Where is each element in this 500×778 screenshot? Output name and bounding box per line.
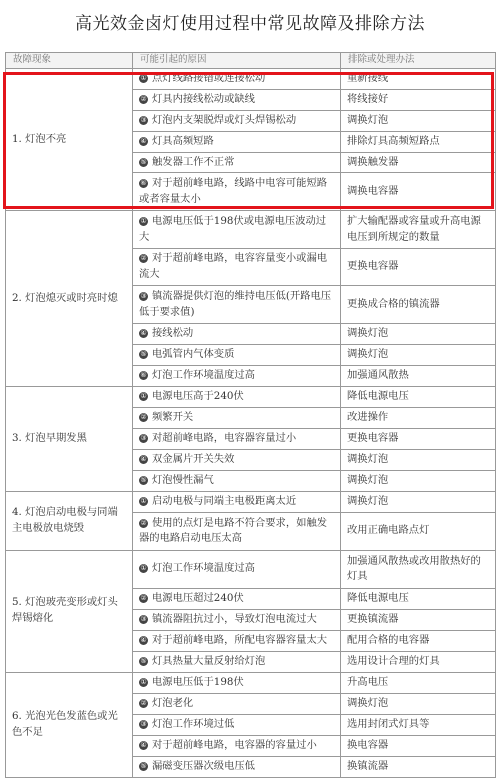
cause-cell: [133, 672, 341, 693]
cause-cell: [133, 429, 341, 450]
cause-text: 灯具高频短路: [152, 134, 214, 147]
item-number: ②: [140, 593, 147, 602]
item-number: ①: [140, 497, 147, 506]
item-number: ④: [140, 136, 147, 145]
remedy-cell: 换镇流器: [341, 756, 496, 777]
item-number: ②: [140, 698, 147, 707]
item-number: ②: [140, 413, 147, 422]
remedy-cell: 改进操作: [341, 408, 496, 429]
remedy-cell: 换电容器: [341, 735, 496, 756]
cause-text: 对超前峰电路，电容器容量过小: [152, 432, 297, 445]
table-row: [6, 672, 496, 693]
cause-cell: [133, 286, 341, 324]
cause-cell: [133, 324, 341, 345]
item-number: ①: [140, 73, 147, 82]
remedy-cell: 将线接好: [341, 89, 496, 110]
cause-text: 电源电压低于198伏或电源电压波动过大: [139, 215, 327, 243]
cause-text: 触发器工作不正常: [152, 155, 235, 168]
remedy-cell: 调换灯泡: [341, 324, 496, 345]
remedy-cell: 选用设计合理的灯具: [341, 651, 496, 672]
item-number: ⑥: [140, 371, 147, 380]
cause-text: 对于超前峰电路，线路中电容可能短路或者容量太小: [139, 177, 328, 205]
cause-cell: [133, 735, 341, 756]
item-number: ③: [140, 719, 147, 728]
item-number: ③: [140, 614, 147, 623]
cause-text: 电源电压高于240伏: [152, 390, 244, 403]
remedy-cell: 降低电源电压: [341, 387, 496, 408]
item-number: ④: [140, 329, 147, 338]
remedy-cell: 加强通风散热或改用散热好的灯具: [341, 550, 496, 588]
item-number: ④: [140, 740, 147, 749]
item-number: ⑤: [140, 350, 147, 359]
table-row: [6, 550, 496, 588]
cause-text: 镇流器阻抗过小，导致灯泡电流过大: [152, 612, 317, 625]
remedy-cell: 调换灯泡: [341, 693, 496, 714]
cause-text: 灯泡工作环境温度过高: [152, 562, 255, 575]
cause-cell: [133, 387, 341, 408]
cause-cell: [133, 756, 341, 777]
cause-text: 灯泡慢性漏气: [152, 474, 214, 487]
cause-text: 灯泡内支架脱焊或灯头焊锡松动: [152, 113, 297, 126]
cause-cell: [133, 492, 341, 513]
cause-text: 镇流器提供灯泡的维持电压低(开路电压低于要求值): [139, 289, 332, 318]
fault-symptom: 4. 灯泡启动电极与同端主电极放电烧毁: [6, 492, 133, 551]
remedy-cell: 加强通风散热: [341, 366, 496, 387]
item-number: ③: [140, 291, 147, 300]
remedy-cell: 配用合格的电容器: [341, 630, 496, 651]
cause-cell: [133, 630, 341, 651]
item-number: ④: [140, 455, 147, 464]
remedy-cell: 调换灯泡: [341, 450, 496, 471]
item-number: ①: [140, 564, 147, 573]
header-remedy: 排除或处理办法: [341, 53, 496, 69]
item-number: ③: [140, 115, 147, 124]
cause-cell: [133, 693, 341, 714]
cause-text: 灯泡老化: [152, 696, 194, 709]
cause-text: 灯泡工作环境温度过高: [152, 369, 255, 382]
cause-text: 接线松动: [152, 327, 194, 340]
cause-text: 点灯线路接错或连接松动: [152, 71, 266, 84]
fault-symptom: 2. 灯泡熄灭或时亮时熄: [6, 211, 133, 387]
remedy-cell: 调换灯泡: [341, 345, 496, 366]
remedy-cell: 调换灯泡: [341, 110, 496, 131]
page-title: 高光效金卤灯使用过程中常见故障及排除方法: [75, 14, 425, 34]
cause-text: 对于超前峰电路，电容器的容量过小: [152, 738, 317, 751]
remedy-cell: 改用正确电路点灯: [341, 512, 496, 550]
cause-cell: [133, 366, 341, 387]
item-number: ①: [140, 392, 147, 401]
header-cause: 可能引起的原因: [133, 53, 341, 69]
remedy-cell: 升高电压: [341, 672, 496, 693]
cause-cell: [133, 609, 341, 630]
remedy-cell: 降低电源电压: [341, 588, 496, 609]
cause-text: 电源电压低于198伏: [152, 675, 244, 688]
item-number: ⑤: [140, 761, 147, 770]
remedy-cell: 选用封闭式灯具等: [341, 714, 496, 735]
remedy-cell: 调换灯泡: [341, 492, 496, 513]
table-row: [6, 68, 496, 89]
fault-symptom: 3. 灯泡早期发黑: [6, 387, 133, 492]
cause-cell: [133, 408, 341, 429]
fault-symptom: 5. 灯泡玻壳变形或灯头焊锡熔化: [6, 550, 133, 672]
remedy-cell: 排除灯具高频短路点: [341, 131, 496, 152]
cause-text: 对于超前峰电路，电容容量变小或漏电流大: [139, 252, 328, 281]
remedy-cell: 更换电容器: [341, 249, 496, 286]
cause-cell: [133, 714, 341, 735]
cause-cell: [133, 110, 341, 131]
item-number: ⑥: [140, 179, 147, 188]
item-number: ②: [140, 518, 147, 527]
cause-text: 频繁开关: [152, 411, 194, 424]
item-number: ①: [140, 677, 147, 686]
cause-cell: [133, 550, 341, 588]
item-number: ②: [140, 94, 147, 103]
cause-text: 漏磁变压器次级电压低: [152, 759, 255, 772]
table-row: [6, 387, 496, 408]
cause-text: 启动电极与同端主电极距离太近: [152, 495, 297, 508]
item-number: ③: [140, 434, 147, 443]
item-number: ②: [140, 254, 147, 263]
cause-text: 对于超前峰电路，所配电容器容量太大: [152, 633, 328, 646]
cause-cell: [133, 450, 341, 471]
cause-text: 灯泡工作环境过低: [152, 717, 235, 730]
fault-symptom: 6. 光泡光色发蓝色或光色不足: [6, 672, 133, 777]
remedy-cell: 更换镇流器: [341, 609, 496, 630]
cause-text: 灯具内接线松动或缺线: [152, 92, 255, 105]
cause-cell: [133, 173, 341, 211]
cause-cell: [133, 512, 341, 550]
cause-cell: [133, 651, 341, 672]
item-number: ⑤: [140, 476, 147, 485]
fault-symptom: 1. 灯泡不亮: [6, 68, 133, 211]
table-row: [6, 211, 496, 249]
cause-cell: [133, 345, 341, 366]
cause-text: 电弧管内气体变质: [152, 348, 235, 361]
cause-cell: [133, 588, 341, 609]
cause-text: 灯具热量大量反射给灯泡: [152, 654, 266, 667]
item-number: ④: [140, 635, 147, 644]
remedy-cell: 更换成合格的镇流器: [341, 286, 496, 324]
cause-text: 电源电压超过240伏: [152, 591, 244, 604]
item-number: ⑤: [140, 656, 147, 665]
cause-text: 双金属片开关失效: [152, 453, 235, 466]
cause-cell: [133, 211, 341, 249]
remedy-cell: 扩大输配器或容量或升高电源电压到所规定的数量: [341, 211, 496, 249]
header-fault: 故障现象: [6, 53, 133, 69]
table-row: [6, 492, 496, 513]
fault-table: [5, 52, 496, 778]
cause-cell: [133, 249, 341, 286]
remedy-cell: 更换电容器: [341, 429, 496, 450]
remedy-cell: 调换电容器: [341, 173, 496, 211]
table-body: [6, 68, 496, 777]
cause-cell: [133, 471, 341, 492]
cause-cell: [133, 89, 341, 110]
remedy-cell: 调换灯泡: [341, 471, 496, 492]
cause-cell: [133, 131, 341, 152]
item-number: ⑤: [140, 157, 147, 166]
cause-cell: [133, 152, 341, 173]
remedy-cell: 调换触发器: [341, 152, 496, 173]
cause-text: 使用的点灯是电路不符合要求，如触发器的电路启动电压太高: [139, 516, 328, 545]
remedy-cell: 重新接线: [341, 68, 496, 89]
item-number: ①: [140, 217, 147, 226]
table-header: [6, 53, 496, 69]
cause-cell: [133, 68, 341, 89]
